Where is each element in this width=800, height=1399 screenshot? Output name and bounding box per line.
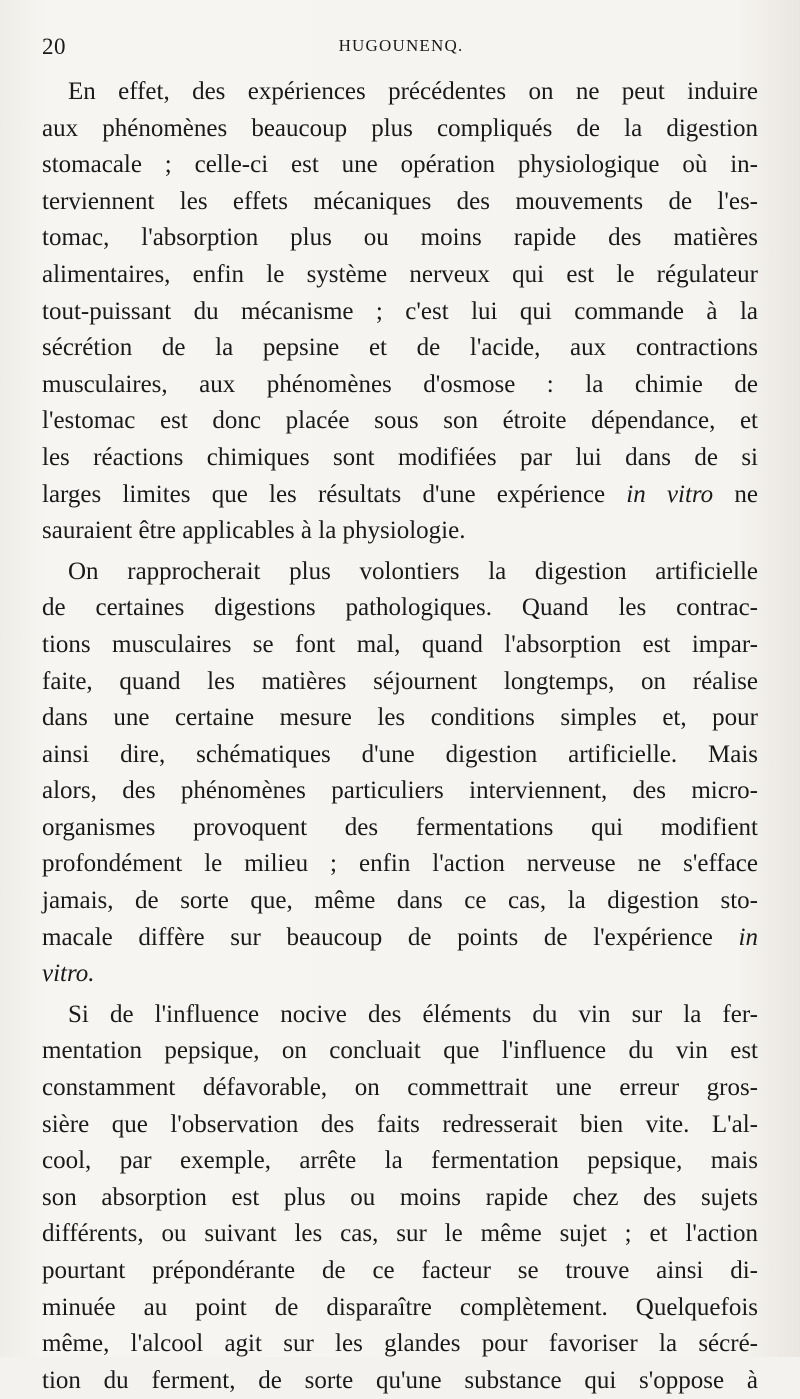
text-line: organismes provoquent des fermentations qui modifient	[42, 813, 758, 841]
text-line: sauraient être applicables à la physiologie.	[42, 517, 466, 545]
text-line: On rapprocherait plus volontiers la digestion artificielle	[68, 557, 758, 585]
text-line: jamais, de sorte que, même dans ce cas, la digestion sto-	[42, 887, 758, 915]
text-line: tout-puissant du mécanisme ; c'est lui qui commande à la	[42, 297, 758, 325]
text-line: larges limites que les résultats d'une expérience in vitro ne	[42, 480, 758, 508]
text-line: En effet, des expériences précédentes on ne peut induire	[68, 78, 758, 105]
text-line: les réactions chimiques sont modifiées par lui dans de si	[42, 443, 758, 471]
text-line: tion du ferment, de sorte qu'une substance qui s'oppose à	[42, 1366, 758, 1394]
text-line: tions musculaires se font mal, quand l'absorption est impar-	[42, 630, 758, 658]
text-line: ainsi dire, schématiques d'une digestion artificielle. Mais	[42, 740, 758, 768]
running-head: HUGOUNENQ.	[338, 36, 464, 55]
text-line: tomac, l'absorption plus ou moins rapide des matières	[42, 224, 758, 252]
text-line: musculaires, aux phénomènes d'osmose : la chimie de	[42, 370, 758, 398]
page-number: 20	[42, 34, 66, 59]
text-line: mentation pepsique, on concluait que l'influence du vin est	[42, 1037, 758, 1065]
text-line: cool, par exemple, arrête la fermentation pepsique, mais	[42, 1147, 758, 1175]
paragraph-2	[42, 554, 758, 993]
text-line: sécrétion de la pepsine et de l'acide, aux contractions	[42, 334, 758, 362]
text-line: alimentaires, enfin le système nerveux qui est le régulateur	[42, 260, 758, 288]
text-line: macale diffère sur beaucoup de points de l'expérience in	[42, 923, 758, 951]
text-line: faite, quand les matières séjournent longtemps, on réalise	[42, 667, 758, 695]
text-line: terviennent les effets mécaniques des mouvements de l'es-	[42, 187, 758, 215]
text-line: l'estomac est donc placée sous son étroite dépendance, et	[42, 407, 758, 435]
text-line: son absorption est plus ou moins rapide chez des sujets	[42, 1183, 758, 1211]
text-line: de certaines digestions pathologiques. Quand les contrac-	[42, 594, 758, 622]
text-line: Si de l'influence nocive des éléments du vin sur la fer-	[68, 1000, 758, 1028]
text-line: alors, des phénomènes particuliers interviennent, des micro-	[42, 777, 758, 805]
paragraph-3	[42, 997, 758, 1399]
text-line: constamment défavorable, on commettrait une erreur gros-	[42, 1074, 758, 1102]
text-line: profondément le milieu ; enfin l'action nerveuse ne s'efface	[42, 850, 758, 878]
text-line: stomacale ; celle-ci est une opération physiologique où in-	[42, 151, 758, 179]
text-line: sière que l'observation des faits redresserait bien vite. L'al-	[42, 1110, 758, 1138]
text-line: dans une certaine mesure les conditions simples et, pour	[42, 704, 758, 732]
text-line: minuée au point de disparaître complètement. Quelquefois	[42, 1293, 758, 1321]
page-header	[42, 34, 760, 64]
body-text	[42, 74, 758, 1399]
paragraph-1	[42, 74, 758, 550]
text-line: aux phénomènes beaucoup plus compliqués de la digestion	[42, 114, 758, 142]
text-line: même, l'alcool agit sur les glandes pour favoriser la sécré-	[42, 1330, 758, 1358]
text-line: vitro.	[42, 960, 95, 988]
text-line: pourtant prépondérante de ce facteur se trouve ainsi di-	[42, 1257, 758, 1284]
text-line: différents, ou suivant les cas, sur le même sujet ; et l'action	[42, 1220, 758, 1248]
